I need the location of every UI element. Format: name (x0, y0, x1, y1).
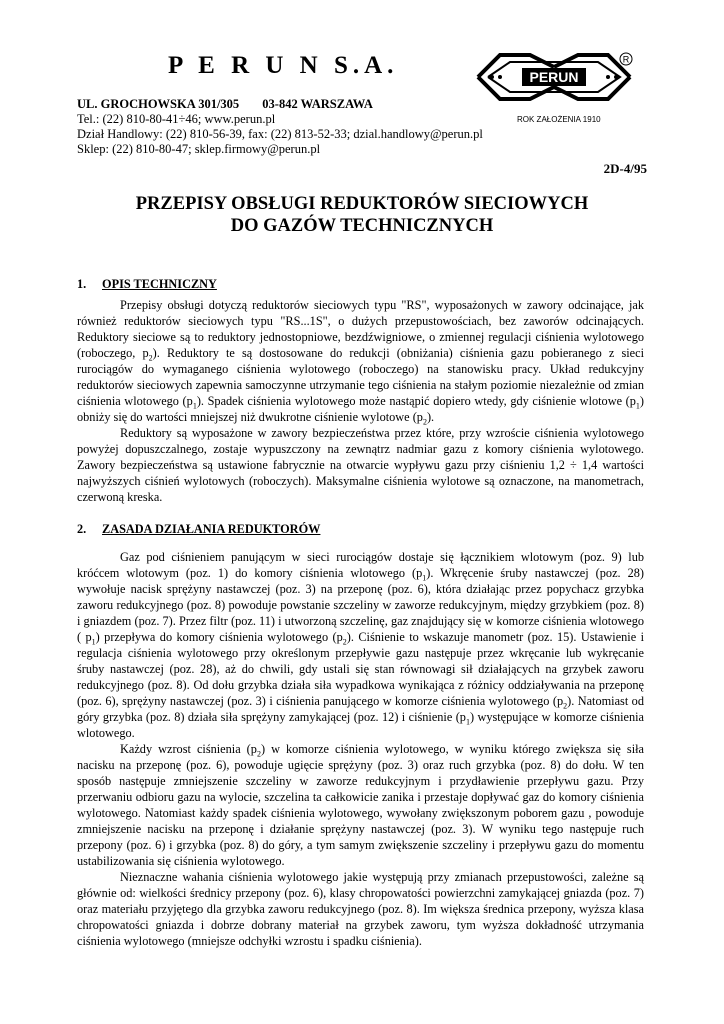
paragraph: Gaz pod ciśnieniem panującym w sieci rurociągów dostaje się łącznikiem wlotowym (poz. 9) lub króćcem wlotowym (poz. 1) do komory ciśnienia wlotowego $(p_1)$. Wkręcenie śruby nastawczej (poz. 28) wywołuje nacisk sprężyny nastawczej (poz. 3) na przeponę (poz. 6), która działając przez popychacz grzybka zaworu redukcyjnego (poz. 8) powoduje powstanie szczeliny w zaworze redukcyjnym, między grzybkiem (poz. 8) i gniazdem (poz. 7). Przez filtr (poz. 11) i utworzoną szczelinę, gaz znajdujący się w komorze ciśnienia wlotowego ( $p_1$) przepływa do komory ciśnienia wylotowego $(p_2)$. Ciśnienie to wskazuje manometr (poz. 15). Ustawienie i regulacja ciśnienia wylotowego przy określonym przepływie gazu następuje przez wkręcanie lub wykręcanie śruby nastawczej (poz. 28), aż do chwili, gdy ustali się stan równowagi sił działających na grzybek zaworu redukcyjnego (poz. 8). Od dołu grzybka działa siła wypadkowa wynikająca z różnicy oddziaływania na przeponę (poz. 6), sprężyny nastawczej (poz. 3) i ciśnienia panującego w komorze ciśnienia wylotowego $(p_2)$. Natomiast od góry grzybka (poz. 8) działa siła sprężyny zamykającej (poz. 12) i ciśnienie $(p_1)$ występujące w komorze ciśnienia wlotowego. (77, 550, 644, 740)
company-address (77, 97, 483, 157)
telephone-line: Tel.: (22) 810-80-41÷46; www.perun.pl (77, 112, 276, 126)
section-number: 2. (77, 522, 87, 536)
founded-year: ROK ZAŁOŻENIA 1910 (517, 115, 601, 124)
section-2-body (77, 549, 644, 949)
street: UL. GROCHOWSKA 301/305 (77, 97, 240, 111)
paragraph: Nieznaczne wahania ciśnienia wylotowego jakie występują przy zmianach przepustowości, zależne są głównie od: wielkości średnicy przepony (poz. 6), klasy chropowatości powierzchni zamykającej gniazda (poz. 7) oraz materiału przyjętego dla grzybka zaworu redukcyjnego (poz. 8). Im większa średnica przepony, wyższa klasa chropowatości gniazda i dobrze dobrany materiał na grzybek zaworu, tym wyższa dokładność utrzymania ciśnienia wylotowego (mniejsze odchyłki wzrostu i spadku ciśnienia). (77, 870, 644, 948)
title-line-2: DO GAZÓW TECHNICZNYCH (230, 216, 494, 236)
paragraph: Reduktory są wyposażone w zawory bezpieczeństwa przez które, przy wzroście ciśnienia wylotowego powyżej dopuszczalnego, zostaje wypuszczony na zewnątrz nadmiar gazu z komory ciśnienia wylotowego. Zawory bezpieczeństwa są ustawione fabrycznie na otwarcie wypływu gazu przy ciśnieniu 1,2 ÷ 1,4 wartości najwyższych ciśnień wylotowych (roboczych). Maksymalne ciśnienia wylotowe są oznaczone, na manometrach, czerwoną kreska. (77, 426, 644, 504)
document-code: 2D-4/95 (603, 161, 647, 176)
section-heading-2 (77, 522, 320, 537)
paragraph: Przepisy obsługi dotyczą reduktorów sieciowych typu "RS", wyposażonych w zawory odcinające, jak również reduktorów sieciowych typu "RS...1S", o dużych przepustowościach, bez zaworów odcinających. Reduktory sieciowe są to reduktory jednostopniowe, bezdźwigniowe, o zmiennej regulacji ciśnienia wylotowego (roboczego, $p_2$). Reduktory te są dostosowane do redukcji (obniżania) ciśnienia gazu pobieranego z sieci rurociągów do wymaganego ciśnienia wylotowego (roboczego) na stanowisku pracy. Układ redukcyjny reduktorów sieciowych zapewnia samoczynne utrzymanie tego ciśnienia na stałym poziomie niezależnie od zmian ciśnienia wlotowego $(p_1)$. Spadek ciśnienia wylotowego może nastąpić dopiero wtedy, gdy ciśnienie wlotowe $(p_1)$ obniży się do wartości mniejszej niż dwukrotne ciśnienie wylotowe $(p_2)$. (77, 298, 644, 427)
document-title (77, 193, 647, 237)
section-number: 1. (77, 277, 87, 291)
section-1-body (77, 297, 644, 505)
registered-mark: R (622, 54, 630, 65)
section-title: ZASADA DZIAŁANIA REDUKTORÓW (102, 522, 321, 536)
street-address-line (77, 97, 483, 112)
company-name: P E R U N S.A. (168, 52, 399, 79)
logo-text: PERUN (529, 69, 579, 85)
section-title: OPIS TECHNICZNY (102, 277, 217, 291)
shop-contact-line: Sklep: (22) 810-80-47; sklep.firmowy@perun.pl (77, 142, 321, 156)
section-heading-1 (77, 277, 217, 292)
title-line-1: PRZEPISY OBSŁUGI REDUKTORÓW SIECIOWYCH (135, 194, 589, 214)
paragraph: Każdy wzrost ciśnienia $(p_2)$ w komorze ciśnienia wylotowego, w wyniku którego zwiększa się siła nacisku na przeponę (poz. 6), powoduje ugięcie sprężyny (poz. 3) oraz ruch grzybka (poz. 8) do dołu. W ten sposób następuje zmniejszenie szczeliny w zaworze redukcyjnym i przydławienie przepływu gazu. Przy przerwaniu odbioru gazu na wylocie, szczelina ta całkowicie zanika i przestaje dopływać gaz do komory ciśnienia wylotowego. Natomiast każdy spadek ciśnienia wylotowego, wywołany zwiększonym poborem gazu , powoduje zmniejszenie nacisku na przeponę i działanie sprężyny nastawczej (poz. 3). W wyniku tego następuje ruch przepony (poz. 6) i grzybka (poz. 8) do góry, a tym samym zwiększenie szczeliny i przepływu gazu do momentu ustabilizowania się ciśnienia wylotowego. (77, 742, 644, 868)
postal-city: 03-842 WARSZAWA (262, 97, 373, 111)
sales-contact-line: Dział Handlowy: (22) 810-56-39, fax: (22) 813-52-33; dzial.handlowy@perun.pl (77, 127, 483, 141)
